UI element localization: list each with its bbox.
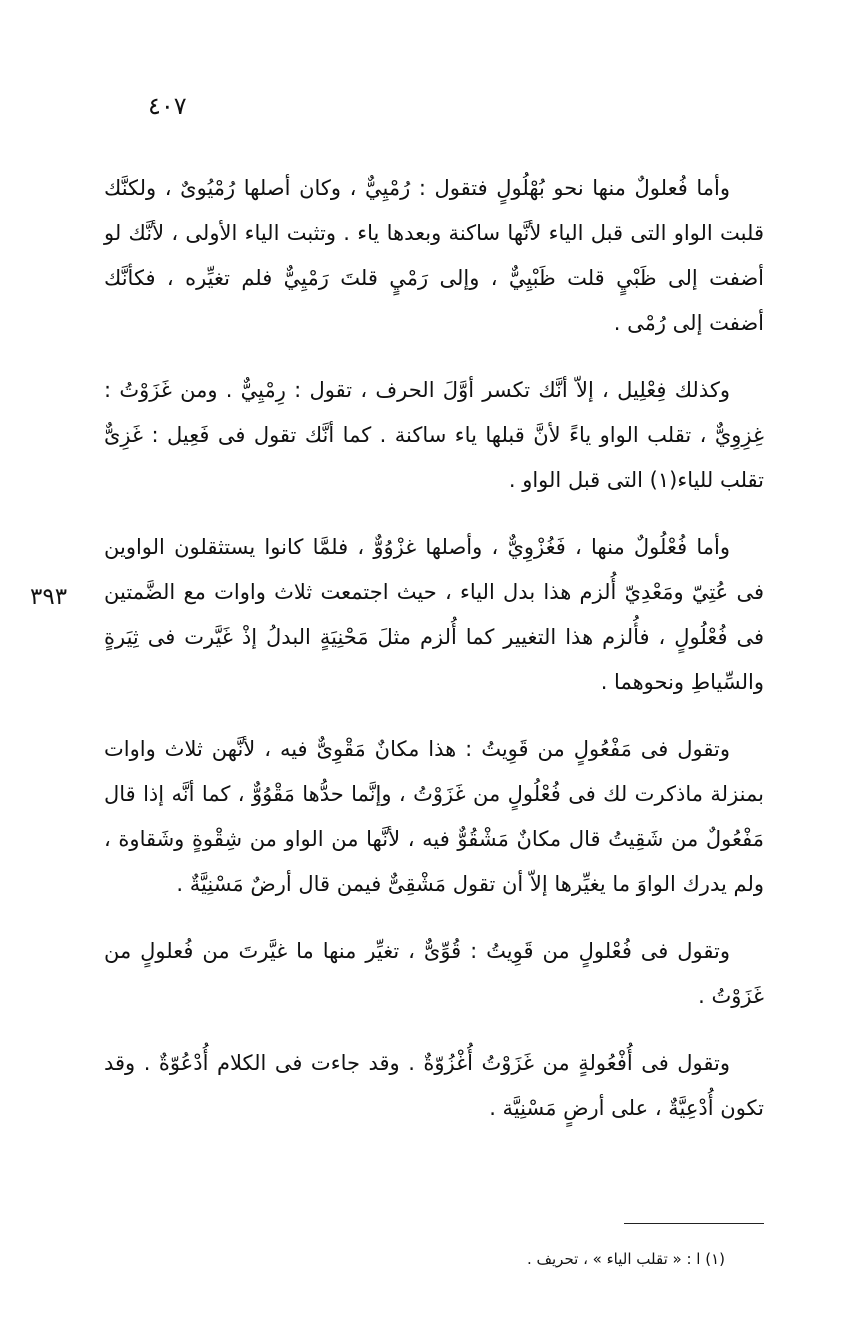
- footnote: (١) ا : « تقلب الياء » ، تحريف .: [526, 1250, 725, 1268]
- margin-page-reference: ٣٩٣: [30, 584, 68, 610]
- main-text: [104, 166, 764, 1153]
- paragraph-3: وأما فُعْلُولٌ منها ، فَغُزْوِيٌّ ، وأصلها غزْوُوٌّ ، فلمَّا كانوا يستثقلون الواوين فى عُتِيّ ومَعْدِيّ أُلزم هذا بدل الياء ، حيث اجتمعت ثلاث واوات مع الضَّمتين فى فُعْلُولٍ ، فأُلزم هذا التغيير كما أُلزم مثلَ مَحْنِيَةٍ البدلُ إذْ غَيَّرت فى ثِيَرةٍ والسِّياطِ ونحوهما .: [104, 535, 764, 694]
- page-number: ٤٠٧: [148, 92, 187, 120]
- footnote-divider: [624, 1223, 764, 1224]
- paragraph-2: وكذلك فِعْلِيل ، إلاّ أنَّك تكسر أوَّلَ الحرف ، تقول : رِمْيِيٌّ . ومن غَزَوْتُ : غِزِوِيٌّ ، تقلب الواو ياءً لأنَّ قبلها ياء ساكنة . كما أنَّك تقول فى فَعِيل : غَزِىٌّ تقلب للياء(١) التى قبل الواو .: [104, 378, 764, 492]
- paragraph-5: وتقول فى فُعْلولٍ من قَوِيتُ : قُوِّىٌّ ، تغيِّر منها ما غيَّرتَ من فُعلولٍ من غَزَوْتُ .: [104, 939, 764, 1008]
- paragraph-6: وتقول فى أُفْعُولةٍ من غَزَوْتُ أُغْزُوّةٌ . وقد جاءت فى الكلام أُدْعُوّةٌ . وقد تكون أُدْعِيَّةٌ ، على أرضٍ مَسْنِيَّة .: [104, 1051, 764, 1120]
- paragraph-1: وأما فُعلولٌ منها نحو بُهْلُولٍ فتقول : رُمْيِيٌّ ، وكان أصلها رُمْيُوىٌ ، ولكنَّك قلبت الواو التى قبل الياء لأنَّها ساكنة وبعدها ياء . وتثبت الياء الأولى ، لأنَّك لو أضفت إلى ظَبْيٍ قلت ظَبْيِيٌّ ، وإلى رَمْيٍ قلتَ رَمْيِيٌّ فلم تغيِّره ، فكأنَّك أضفت إلى رُمْى .: [104, 176, 764, 335]
- paragraph-4: وتقول فى مَفْعُولٍ من قَوِيتُ : هذا مكانٌ مَقْوِىٌّ فيه ، لأنَّهن ثلاث واوات بمنزلة ماذكرت لك فى فُعْلُولٍ من غَزَوْتُ ، وإنَّما حدُّها مَقْوُوٌّ ، كما أنَّه إذا قال مَفْعُولٌ من شَقِيتُ قال مكانٌ مَشْقُوٌّ فيه ، لأنَّها من الواو من شِقْوةٍ وشَقاوة ، ولم يدرك الواوَ ما يغيِّرها إلاّ أن تقول مَشْقِىٌّ فيمن قال أرضٌ مَسْنِيَّةٌ .: [104, 737, 764, 896]
